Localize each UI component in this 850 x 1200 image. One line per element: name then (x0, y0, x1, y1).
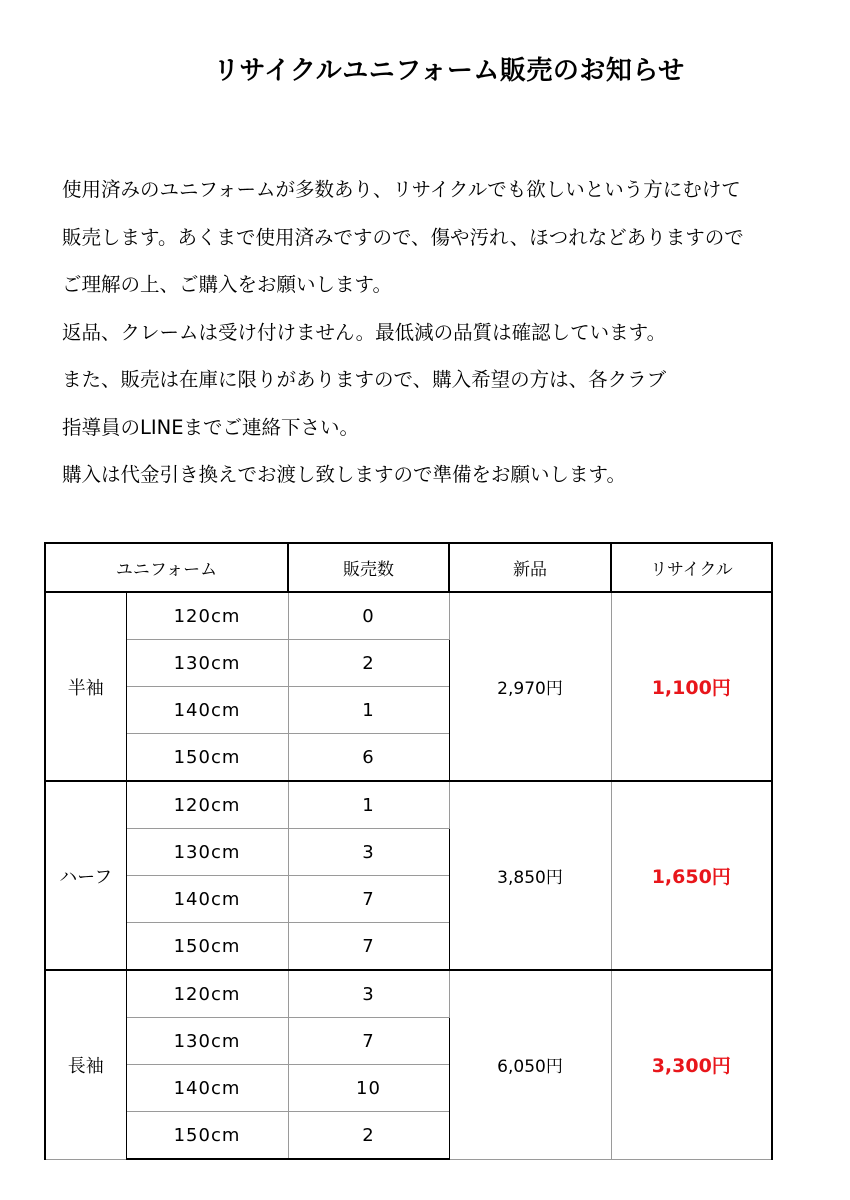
body-line: 指導員のLINEまでご連絡下さい。 (62, 415, 360, 439)
header-new-price: 新品 (449, 543, 611, 592)
notice-body (62, 170, 822, 503)
count-cell: 1 (288, 781, 449, 829)
header-uniform: ユニフォーム (45, 543, 288, 592)
count-cell: 7 (288, 876, 449, 923)
recycle-price-cell: 1,100円 (611, 592, 772, 781)
size-cell: 120cm (126, 592, 288, 640)
size-cell: 140cm (126, 687, 288, 734)
body-line: また、販売は在庫に限りがありますので、購入希望の方は、各クラブ (62, 368, 667, 391)
size-cell: 120cm (126, 781, 288, 829)
body-line: ご理解の上、ご購入をお願いします。 (62, 273, 392, 296)
body-line: 返品、クレームは受け付けません。最低減の品質は確認しています。 (62, 320, 667, 344)
size-cell: 150cm (126, 734, 288, 782)
size-cell: 120cm (126, 970, 288, 1018)
count-cell: 3 (288, 970, 449, 1018)
count-cell: 2 (288, 640, 449, 687)
header-recycle-price: リサイクル (611, 543, 772, 592)
count-cell: 2 (288, 1112, 449, 1160)
size-cell: 130cm (126, 640, 288, 687)
size-cell: 150cm (126, 1112, 288, 1160)
group-label: 半袖 (45, 592, 126, 781)
group-label: 長袖 (45, 970, 126, 1159)
count-cell: 1 (288, 687, 449, 734)
page-title: リサイクルユニフォーム販売のお知らせ (213, 56, 685, 86)
recycle-price-cell: 1,650円 (611, 781, 772, 970)
size-cell: 150cm (126, 923, 288, 971)
size-cell: 140cm (126, 1065, 288, 1112)
new-price-cell: 6,050円 (449, 970, 611, 1159)
count-cell: 7 (288, 923, 449, 971)
new-price-cell: 2,970円 (449, 592, 611, 781)
header-count: 販売数 (288, 543, 449, 592)
count-cell: 0 (288, 592, 449, 640)
size-cell: 130cm (126, 1018, 288, 1065)
new-price-cell: 3,850円 (449, 781, 611, 970)
count-cell: 3 (288, 829, 449, 876)
size-cell: 130cm (126, 829, 288, 876)
table-row (45, 781, 772, 829)
count-cell: 7 (288, 1018, 449, 1065)
table-header-row (45, 543, 772, 592)
recycle-price-cell: 3,300円 (611, 970, 772, 1159)
body-line: 購入は代金引き換えでお渡し致しますので準備をお願いします。 (62, 463, 626, 486)
uniform-price-table (44, 542, 773, 1160)
body-line: 使用済みのユニフォームが多数あり、リサイクルでも欲しいという方にむけて (62, 178, 741, 201)
table-row (45, 970, 772, 1018)
body-line: 販売します。あくまで使用済みですので、傷や汚れ、ほつれなどありますので (62, 225, 744, 249)
size-cell: 140cm (126, 876, 288, 923)
count-cell: 10 (288, 1065, 449, 1112)
table-row (45, 592, 772, 640)
count-cell: 6 (288, 734, 449, 782)
group-label: ハーフ (45, 781, 126, 970)
